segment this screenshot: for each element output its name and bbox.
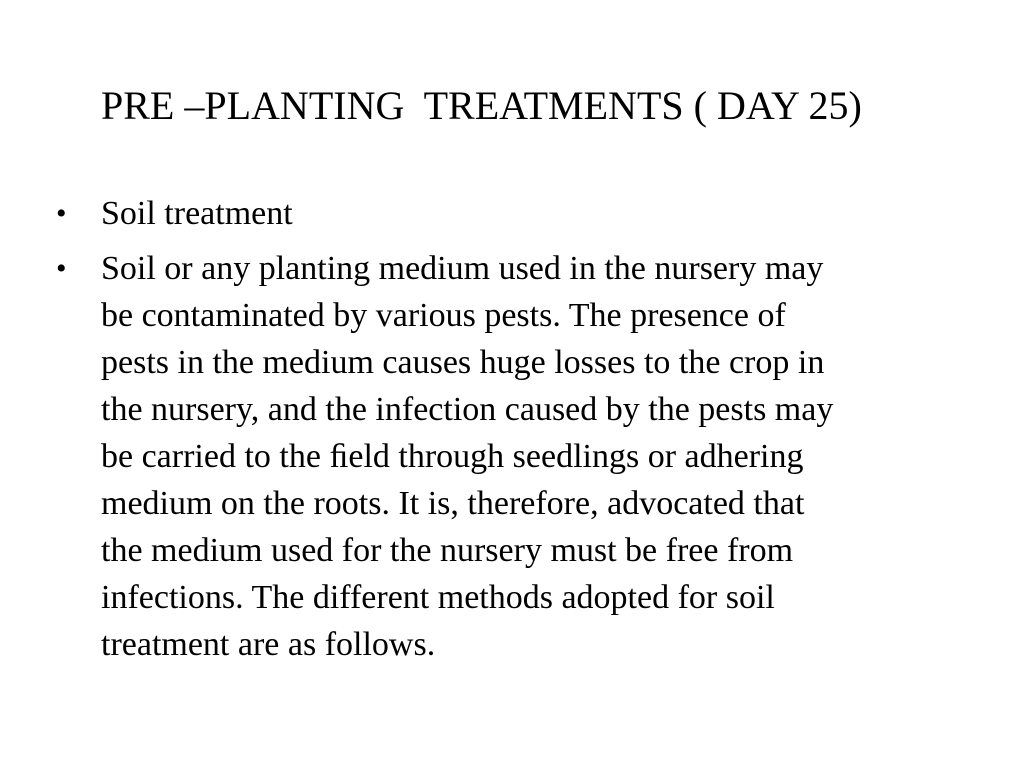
bullet-text-line: be contaminated by various pests. The presence of — [101, 297, 786, 334]
bullet-text-line: treatment are as follows. — [101, 626, 436, 663]
bullet-item-soil-treatment — [56, 190, 976, 237]
bullet-dot-icon: • — [56, 252, 67, 285]
bullet-text-line: be carried to the ﬁeld through seedlings or adhering — [101, 438, 804, 475]
bullet-list — [56, 190, 976, 676]
bullet-text-line: Soil or any planting medium used in the nursery may — [101, 250, 824, 287]
bullet-text-line: medium on the roots. It is, therefore, advocated that — [101, 485, 805, 522]
bullet-text-line: infections. The different methods adopted for soil — [101, 579, 775, 616]
bullet-text-line: the nursery, and the infection caused by the pests may — [101, 391, 834, 428]
slide-title: PRE –PLANTING TREATMENTS ( DAY 25) — [101, 83, 862, 128]
bullet-item-description — [56, 245, 976, 668]
bullet-dot-icon: • — [56, 197, 67, 230]
bullet-text-line: the medium used for the nursery must be free from — [101, 532, 794, 569]
bullet-text-line: Soil treatment — [101, 195, 293, 232]
bullet-text-line: pests in the medium causes huge losses to the crop in — [101, 344, 825, 381]
